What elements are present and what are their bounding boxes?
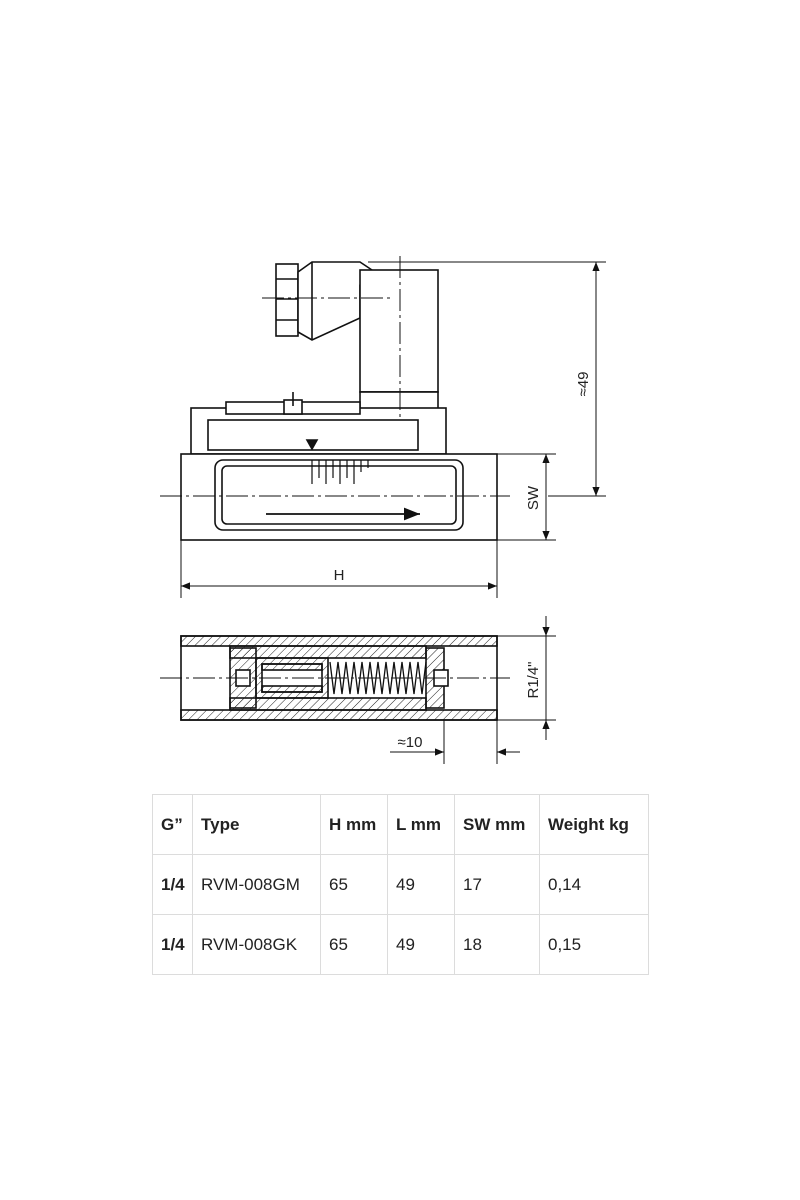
table-row [153,915,649,975]
dimension-h-label: H [333,567,345,584]
switch-housing [360,270,438,392]
cell-type: RVM-008GK [193,915,321,975]
cell-type: RVM-008GM [193,855,321,915]
dimension-thread-label: R1/4" [525,661,542,699]
cell-h: 65 [321,915,388,975]
header-type: Type [193,795,321,855]
cell-h: 65 [321,855,388,915]
cell-sw: 17 [455,855,540,915]
header-sw: SW mm [455,795,540,855]
spec-table [152,794,649,975]
header-g: G” [153,795,193,855]
cell-weight: 0,14 [540,855,649,915]
table-header-row [153,795,649,855]
cell-g: 1/4 [153,855,193,915]
cell-weight: 0,15 [540,915,649,975]
connector-nut [276,264,298,336]
cell-g: 1/4 [153,915,193,975]
header-l: L mm [388,795,455,855]
cell-l: 49 [388,855,455,915]
header-weight: Weight kg [540,795,649,855]
dimension-height-label: ≈49 [575,371,592,397]
front-view [181,262,497,540]
sight-window [215,460,463,530]
table-row [153,855,649,915]
cell-sw: 18 [455,915,540,975]
header-h: H mm [321,795,388,855]
dimension-length-label: ≈10 [397,734,423,751]
cell-l: 49 [388,915,455,975]
dimension-sw-label: SW [525,485,542,511]
